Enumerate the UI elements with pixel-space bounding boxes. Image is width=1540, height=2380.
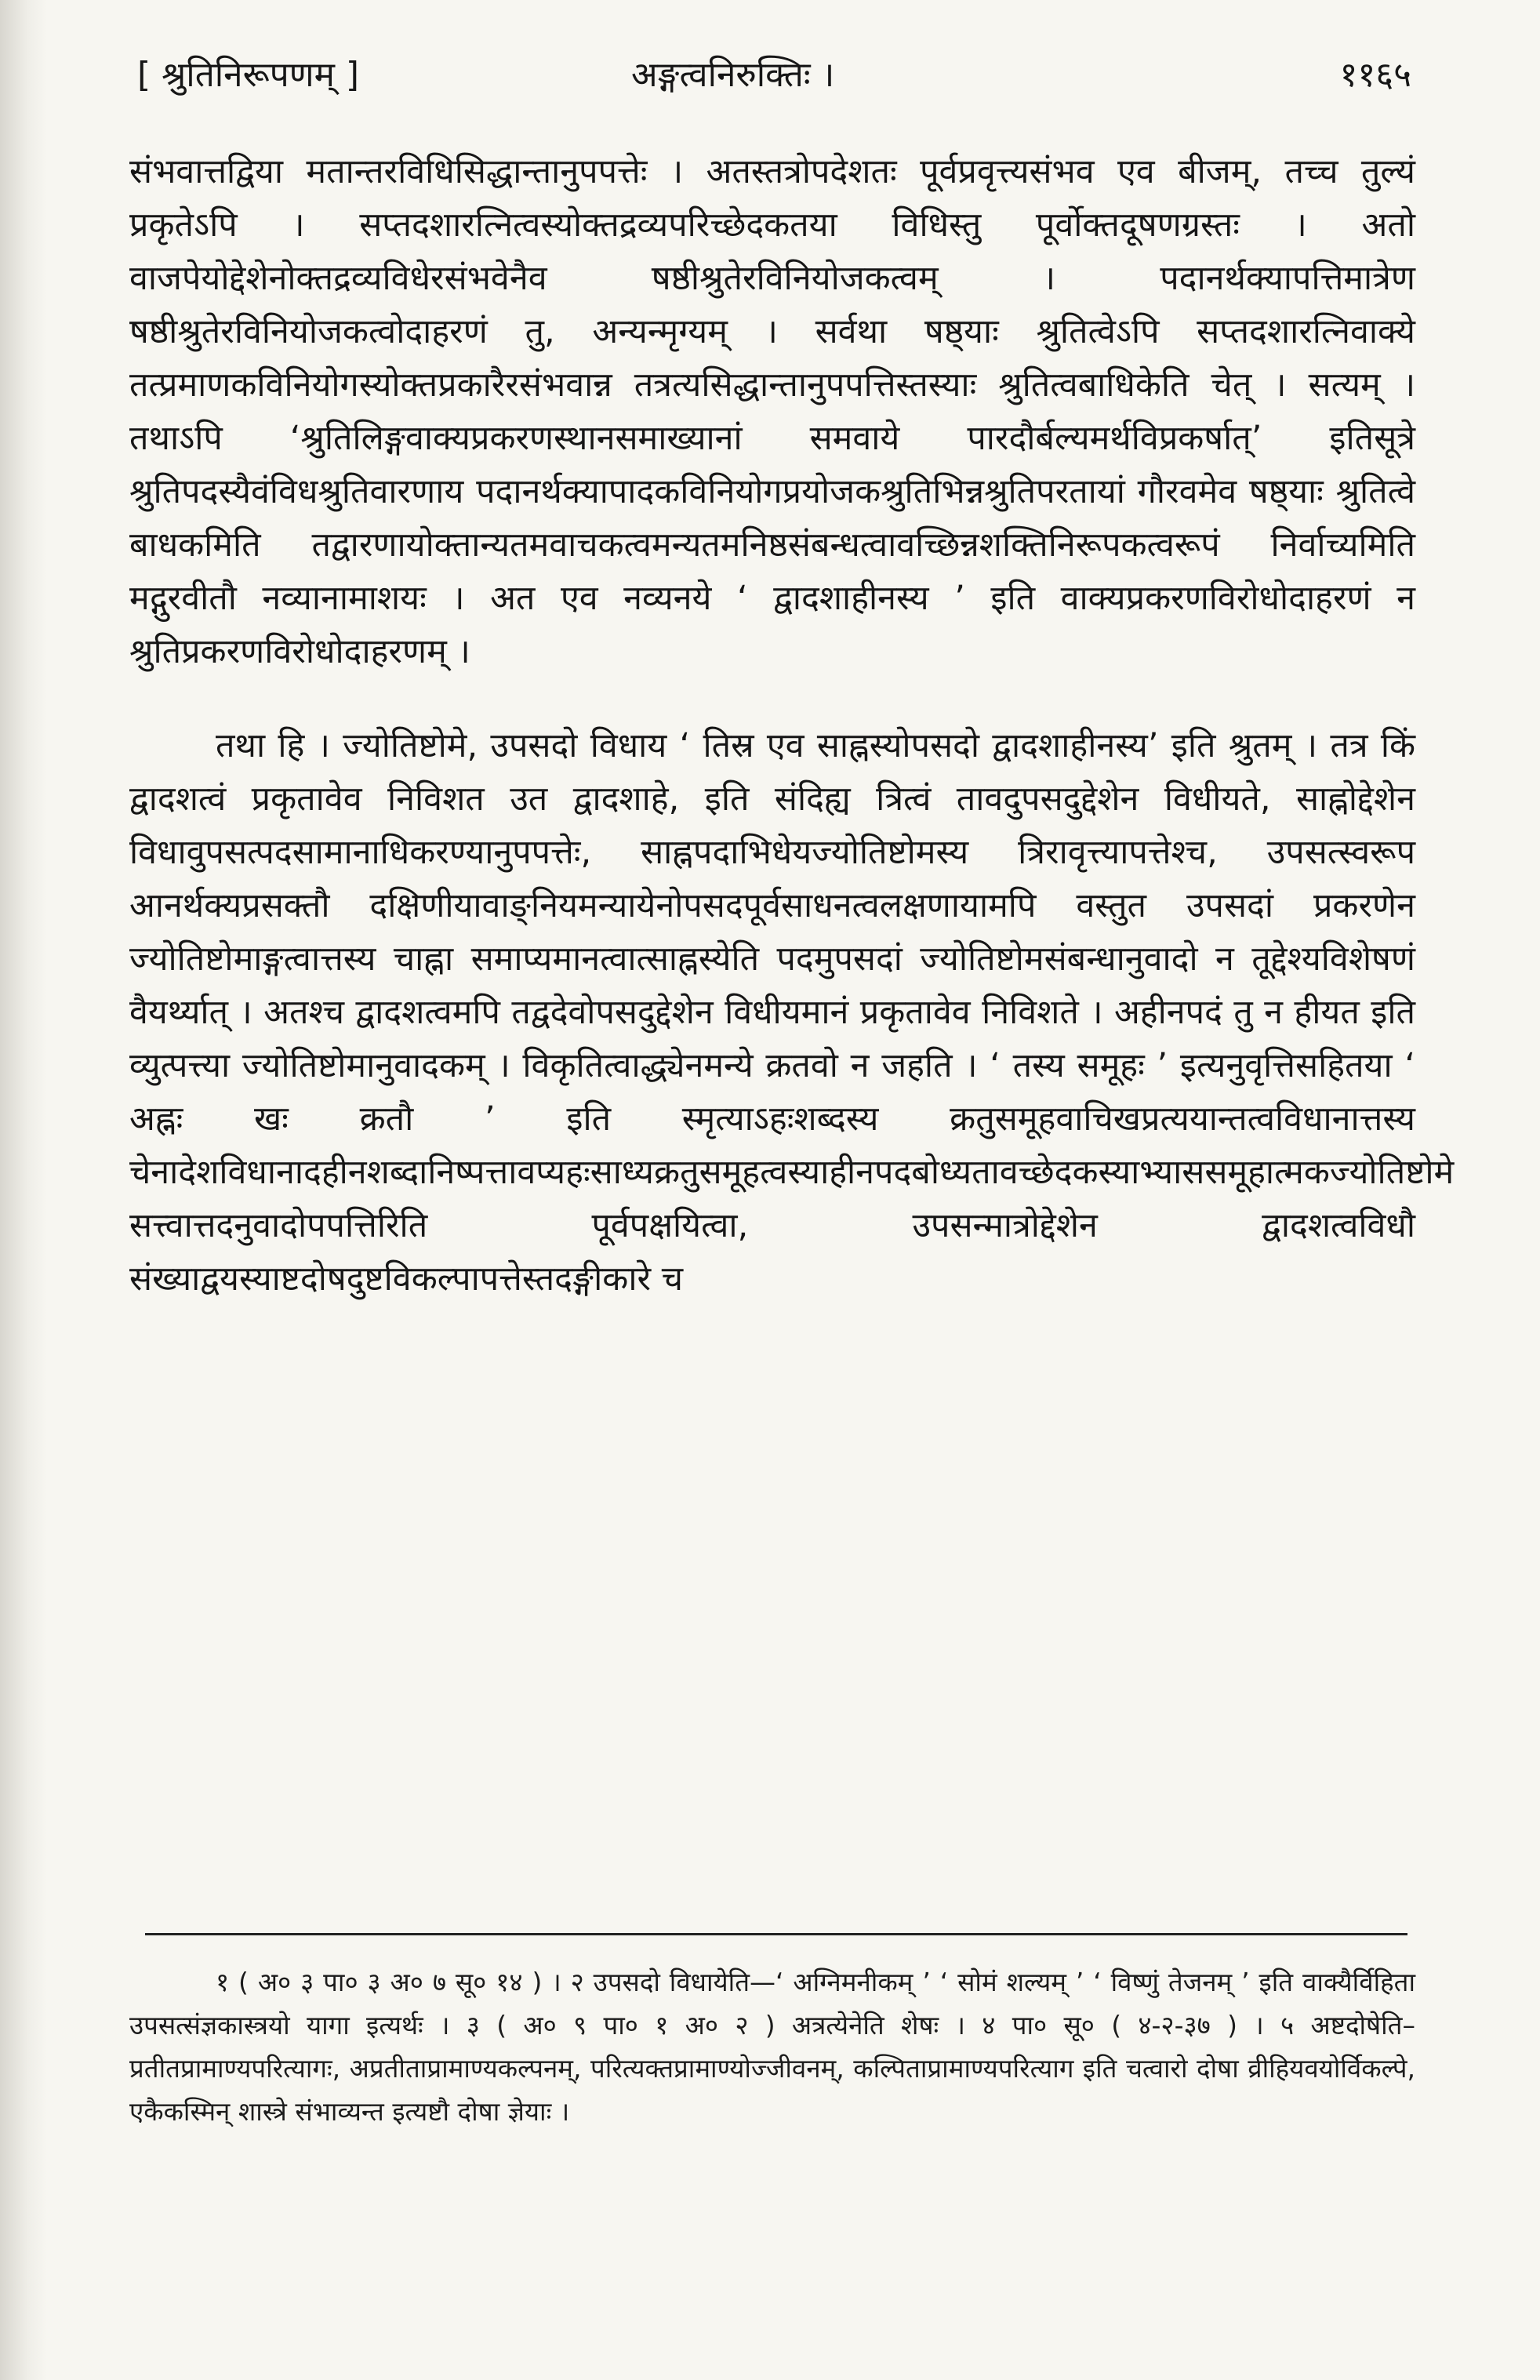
- main-text: [129, 145, 1455, 1306]
- footnote-divider: [145, 1933, 1407, 1935]
- footnotes: १ ( अ० ३ पा० ३ अ० ७ सू० १४ ) । २ उपसदो विधायेति—‘ अग्निमनीकम् ’ ‘ सोमं शल्यम् ’ ‘ विष्णुं तेजनम् ’ इति वाक्यैर्विहिता उपसत्संज्ञकास्त्रयो यागा इत्यर्थः । ३ ( अ० ९ पा० १ अ० २ ) अत्रत्येनेति शेषः । ४ पा० सू० ( ४-२-३७ ) । ५ अष्टदोषेति–प्रतीतप्रामाण्यपरित्यागः, अप्रतीताप्रामाण्यकल्पनम्, परित्यक्तप्रामाण्योज्जीवनम्, कल्पिताप्रामाण्यपरित्याग इति चत्वारो दोषा व्रीहियवयोर्विकल्पे, एकैकस्मिन् शास्त्रे संभाव्यन्त इत्यष्टौ दोषा ज्ञेयाः ।: [129, 1967, 1415, 2127]
- header-section-title: [ श्रुतिनिरूपणम् ]: [137, 55, 360, 95]
- running-header: [137, 45, 1411, 104]
- header-topic-title: अङ्गत्वनिरुक्तिः ।: [631, 55, 835, 95]
- binding-edge: [0, 0, 47, 2380]
- paragraph-1: संभवात्तद्विया मतान्तरविधिसिद्धान्तानुपपत्तेः । अतस्तत्रोपदेशतः पूर्वप्रवृत्त्यसंभव एव बीजम्, तच्च तुल्यं प्रकृतेऽपि । सप्तदशारत्नित्वस्योक्तद्रव्यपरिच्छेदकतया विधिस्तु पूर्वोक्तदूषणग्रस्तः । अतो वाजपेयोद्देशेनोक्तद्रव्यविधेरसंभवेनैव षष्ठीश्रुतेरविनियोजकत्वम् । पदानर्थक्यापत्तिमात्रेण षष्ठीश्रुतेरविनियोजकत्वोदाहरणं तु, अन्यन्मृग्यम् । सर्वथा षष्ठ्याः श्रुतित्वेऽपि सप्तदशारत्निवाक्ये तत्प्रमाणकविनियोगस्योक्तप्रकारैरसंभवान्न तत्रत्यसिद्धान्तानुपपत्तिस्तस्याः श्रुतित्वबाधिकेति चेत् । सत्यम् । तथाऽपि ‘श्रुतिलिङ्गवाक्यप्रकरणस्थानसमाख्यानां समवाये पारदौर्बल्यमर्थविप्रकर्षात्’ इतिसूत्रे श्रुतिपदस्यैवंविधश्रुतिवारणाय पदानर्थक्यापादकविनियोगप्रयोजकश्रुतिभिन्नश्रुतिपरतायां गौरवमेव षष्ठ्याः श्रुतित्वे बाधकमिति तद्वारणायोक्तान्यतमवाचकत्वमन्यतमनिष्ठसंबन्धत्वावच्छिन्नशक्तिनिरूपकत्वरूपं निर्वाच्यमिति मद्गुरवीतौ नव्यानामाशयः । अत एव नव्यनये ‘ द्वादशाहीनस्य ’ इति वाक्यप्रकरणविरोधोदाहरणं न श्रुतिप्रकरणविरोधोदाहरणम् ।: [129, 152, 1415, 671]
- paragraph-2: तथा हि । ज्योतिष्टोमे, उपसदो विधाय ‘ तिस्र एव साह्नस्योपसदो द्वादशाहीनस्य’ इति श्रुतम् । तत्र किं द्वादशत्वं प्रकृतावेव निविशत उत द्वादशाहे, इति संदिह्य त्रित्वं तावदुपसदुद्देशेन विधीयते, साह्नोद्देशेन विधावुपसत्पदसामानाधिकरण्यानुपपत्तेः, साह्नपदाभिधेयज्योतिष्टोमस्य त्रिरावृत्त्यापत्तेश्च, उपसत्स्वरूप आनर्थक्यप्रसक्तौ दक्षिणीयावाङ्नियमन्यायेनोपसदपूर्वसाधनत्वलक्षणायामपि वस्तुत उपसदां प्रकरणेन ज्योतिष्टोमाङ्गत्वात्तस्य चाह्ना समाप्यमानत्वात्साह्नस्येति पदमुपसदां ज्योतिष्टोमसंबन्धानुवादो न तूद्देश्यविशेषणं वैयर्थ्यात् । अतश्च द्वादशत्वमपि तद्वदेवोपसदुद्देशेन विधीयमानं प्रकृतावेव निविशते । अहीनपदं तु न हीयत इति व्युत्पत्त्या ज्योतिष्टोमानुवादकम् । विकृतित्वाद्ध्येनमन्ये क्रतवो न जहति । ‘ तस्य समूहः ’ इत्यनुवृत्तिसहितया ‘ अह्नः खः क्रतौ ’ इति स्मृत्याऽहःशब्दस्य क्रतुसमूहवाचिखप्रत्ययान्तत्वविधानात्तस्य चेनादेशविधानादहीनशब्दानिष्पत्तावप्यहःसाध्यक्रतुसमूहत्वस्याहीनपदबोध्यतावच्छेदकस्याभ्याससमूहात्मकज्योतिष्टोमे सत्त्वात्तदनुवादोपपत्तिरिति पूर्वपक्षयित्वा, उपसन्मात्रोद्देशेन द्वादशत्वविधौ संख्याद्वयस्याष्टदोषदुष्टविकल्पापत्तेस्तदङ्गीकारे च: [129, 726, 1455, 1299]
- page-number: ११६५: [1339, 55, 1411, 95]
